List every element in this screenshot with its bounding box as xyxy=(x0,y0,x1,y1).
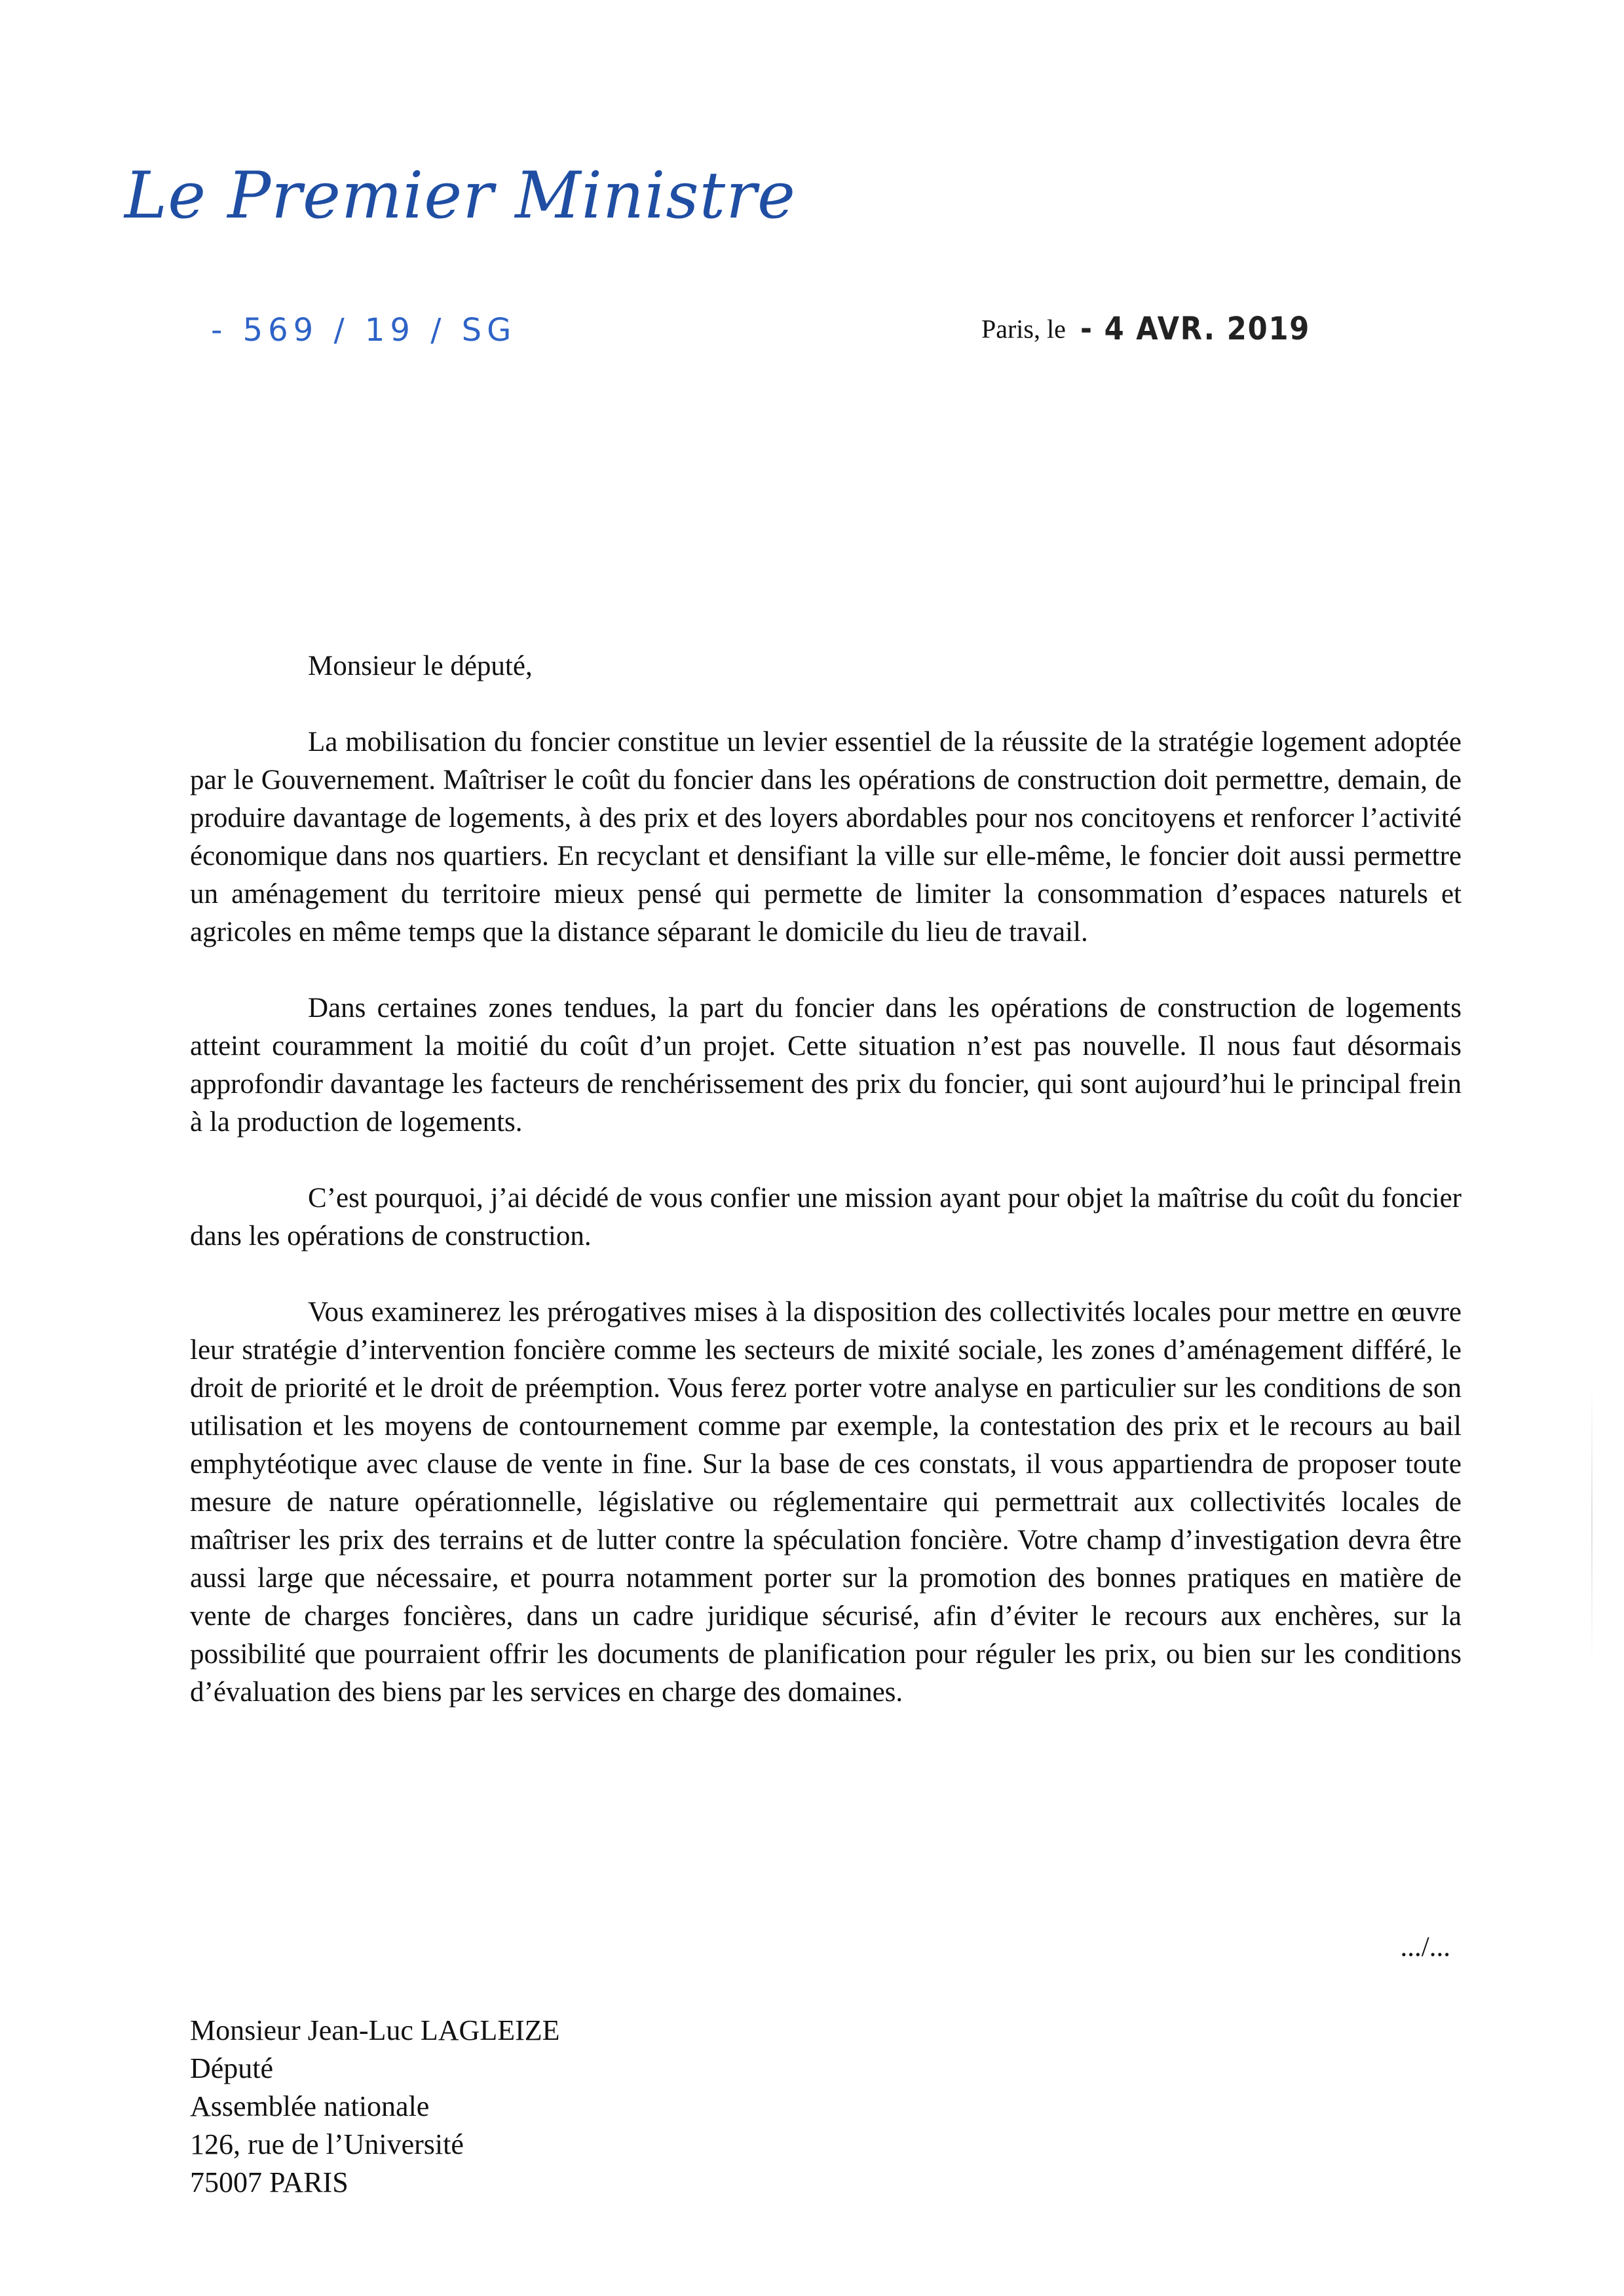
paragraph-2: Dans certaines zones tendues, la part du foncier dans les opérations de construction de logements atteint couramment la moitié du coût d’un projet. Cette situation n’est pas nouvelle. Il nous faut désormais approfondir davantage les facteurs de renchérissement des prix du foncier, qui sont aujourd’hui le principal frein à la production de logements. xyxy=(190,993,1462,1138)
date-prefix: Paris, le xyxy=(981,314,1066,344)
recipient-title: Député xyxy=(190,2052,274,2084)
recipient-name: Monsieur Jean-Luc LAGLEIZE xyxy=(190,2014,560,2046)
reference-number: - 569 / 19 / SG xyxy=(211,312,517,349)
date-stamp: - 4 AVR. 2019 xyxy=(1080,311,1310,347)
date-line xyxy=(981,311,1336,347)
paragraph-1: La mobilisation du foncier constitue un levier essentiel de la réussite de la stratégie logement adoptée par le Gouvernement. Maîtriser le coût du foncier dans les opérations de construction doit permettre, demain, de produire davantage de logements, à des prix et des loyers abordables pour nos concitoyens et renforcer l’activité économique dans nos quartiers. En recyclant et densifiant la ville sur elle-même, le foncier doit aussi permettre un aménagement du territoire mieux pensé qui permette de limiter la consommation d’espaces naturels et agricoles en même temps que la distance séparant le domicile du lieu de travail. xyxy=(190,727,1462,947)
paragraph-3: C’est pourquoi, j’ai décidé de vous confier une mission ayant pour objet la maîtrise du coût du foncier dans les opérations de construction. xyxy=(190,1183,1462,1252)
continuation-marker: .../... xyxy=(1400,1932,1450,1962)
letterhead-title: Le Premier Ministre xyxy=(124,159,796,233)
recipient-address xyxy=(190,2012,559,2202)
paragraph-4: Vous examinerez les prérogatives mises à la disposition des collectivités locales pour mettre en œuvre leur stratégie d’intervention foncière comme les secteurs de mixité sociale, les zones d’aménagement différé, le droit de priorité et le droit de préemption. Vous ferez porter votre analyse en particulier sur les conditions de son utilisation et les moyens de contournement comme par exemple, la contestation des prix et le recours au bail emphytéotique avec clause de vente in fine. Sur la base de ces constats, il vous appartiendra de proposer toute mesure de nature opérationnelle, législative ou réglementaire qui permettrait aux collectivités locales de maîtriser les prix des terrains et de lutter contre la spéculation foncière. Votre champ d’investigation devra être aussi large que nécessaire, et pourra notamment porter sur la promotion des bonnes pratiques en matière de vente de charges foncières, dans un cadre juridique sécurisé, afin d’éviter le recours aux enchères, sur la possibilité que pourraient offrir les documents de planification pour réguler les prix, ou bien sur les conditions d’évaluation des biens par les services en charge des domaines. xyxy=(190,1297,1462,1708)
letter-body xyxy=(190,647,1462,1750)
recipient-institution: Assemblée nationale xyxy=(190,2090,430,2122)
salutation: Monsieur le député, xyxy=(308,651,533,681)
scan-edge-mark xyxy=(1591,1383,1593,1664)
recipient-city: 75007 PARIS xyxy=(190,2166,349,2198)
recipient-street: 126, rue de l’Université xyxy=(190,2128,464,2160)
